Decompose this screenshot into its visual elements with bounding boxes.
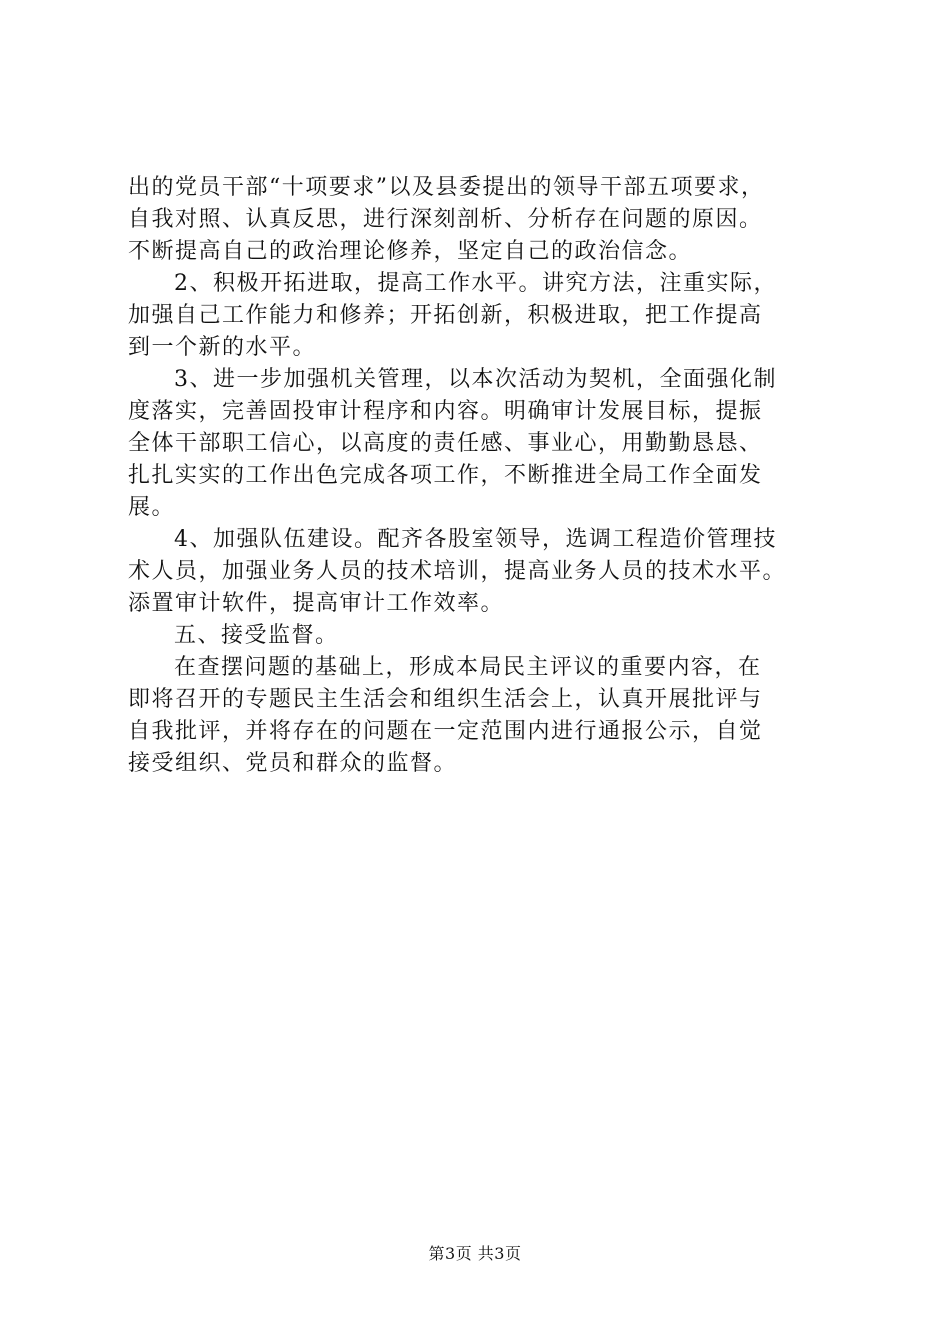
text-line: 到一个新的水平。 bbox=[128, 335, 317, 360]
text-line: 添置审计软件，提高审计工作效率。 bbox=[128, 591, 505, 616]
text-line: 展。 bbox=[128, 495, 176, 520]
text-line: 接受组织、党员和群众的监督。 bbox=[128, 751, 458, 776]
text-line: 全体干部职工信心，以高度的责任感、事业心，用勤勤恳恳、 bbox=[128, 431, 763, 456]
text-line: 术人员，加强业务人员的技术培训，提高业务人员的技术水平。 bbox=[128, 559, 787, 584]
paragraph-3-start: 3、进一步加强机关管理，以本次活动为契机，全面强化制 bbox=[174, 367, 777, 392]
paragraph-5-start: 在查摆问题的基础上，形成本局民主评议的重要内容，在 bbox=[174, 655, 762, 680]
text-line: 出的党员干部“十项要求”以及县委提出的领导干部五项要求， bbox=[128, 175, 765, 200]
text-line: 自我批评，并将存在的问题在一定范围内进行通报公示，自觉 bbox=[128, 719, 763, 744]
text-line: 加强自己工作能力和修养；开拓创新，积极进取，把工作提高 bbox=[128, 303, 763, 328]
text-line: 扎扎实实的工作出色完成各项工作，不断推进全局工作全面发 bbox=[128, 463, 763, 488]
paragraph-4-start: 4、加强队伍建设。配齐各股室领导，选调工程造价管理技 bbox=[174, 527, 777, 552]
text-line: 即将召开的专题民主生活会和组织生活会上，认真开展批评与 bbox=[128, 687, 763, 712]
page-number-footer: 第3页 共3页 bbox=[428, 1244, 522, 1263]
paragraph-2-start: 2、积极开拓进取，提高工作水平。讲究方法，注重实际， bbox=[174, 271, 777, 296]
text-line: 自我对照、认真反思，进行深刻剖析、分析存在问题的原因。 bbox=[128, 207, 763, 232]
text-line: 不断提高自己的政治理论修养，坚定自己的政治信念。 bbox=[128, 239, 693, 264]
text-line: 度落实，完善固投审计程序和内容。明确审计发展目标，提振 bbox=[128, 399, 763, 424]
document-body bbox=[128, 172, 840, 780]
section-heading: 五、接受监督。 bbox=[174, 623, 339, 648]
